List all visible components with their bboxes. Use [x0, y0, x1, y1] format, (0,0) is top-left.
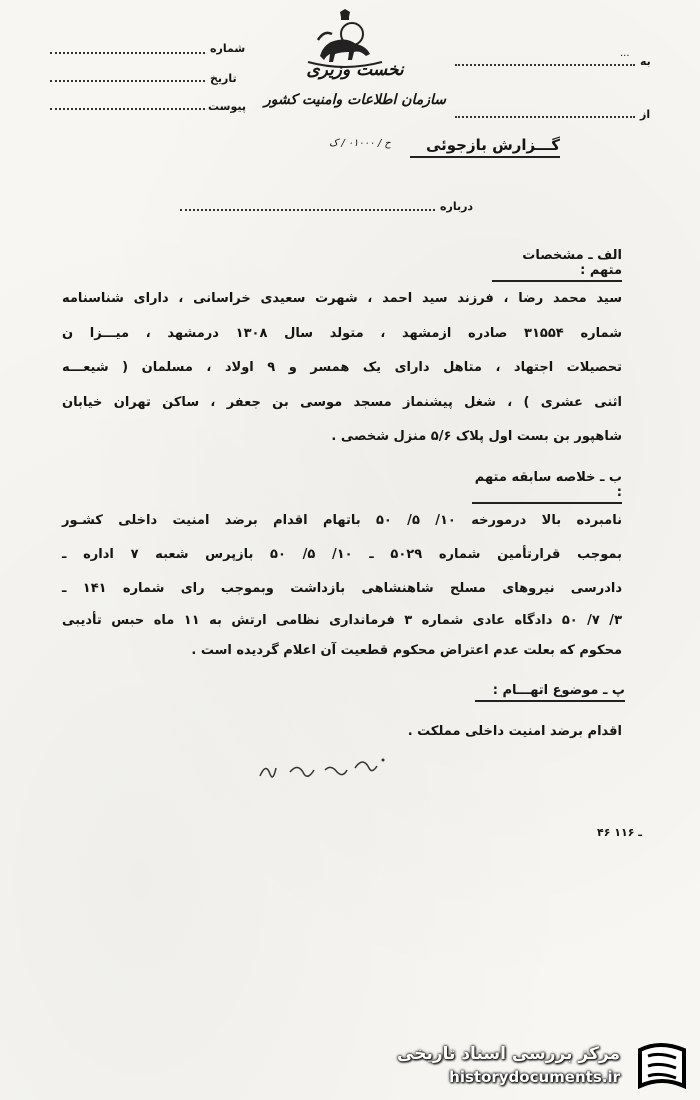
- section-a-line: تحصیلات اجتهاد ، متاهل دارای یک همسر و ۹ اولاد ، مسلمان ( شیعـــه: [62, 360, 622, 375]
- section-a-line: اثنی عشری ) ، شغل پیشنماز مسجد موسی بن جعفر ، ساکن تهران خیابان: [62, 395, 622, 410]
- section-b-heading: ب ـ خلاصه سابقه متهم :: [472, 470, 622, 504]
- from-label: از: [640, 108, 651, 121]
- top-stamp: ...: [620, 48, 630, 59]
- section-a-line: شاهپور بن بست اول پلاک ۵/۶ منزل شخصی .: [331, 429, 622, 444]
- attachment-field-line: [50, 108, 205, 110]
- section-b-line: دادرسی نیروهای مسلح شاهنشاهی بازداشت وبموجب رای شماره ۱۴۱ ـ: [62, 581, 622, 596]
- organization-name: سازمان اطلاعات وامنیت کشور: [263, 92, 447, 108]
- section-b-line: محکوم که بعلت عدم اعتراض محکوم قطعیت آن اعلام گردیده است .: [191, 643, 622, 658]
- date-field-line: [50, 80, 205, 82]
- section-b-line: نامبرده بالا درمورخه ۱۰/ ۵/ ۵۰ باتهام اقدام برضد امنیت داخلی کشـور: [62, 513, 622, 528]
- section-b-line: بموجب قرارتأمین شماره ۵۰۲۹ ـ ۱۰/ ۵/ ۵۰ بازپرس شعبه ۷ اداره ـ: [62, 547, 622, 562]
- section-a-heading: الف ـ مشخصات متهم :: [492, 248, 622, 282]
- subject-label: درباره: [440, 200, 474, 213]
- section-a-line: سید محمد رضا ، فرزند سید احمد ، شهرت سعیدی خراسانی ، دارای شناسنامه: [62, 291, 622, 306]
- ministry-name: نخست وزیری: [306, 60, 404, 80]
- from-field-line: [455, 116, 635, 118]
- attachment-label: پیوست: [208, 100, 246, 113]
- section-p-heading: پ ـ موضوع اتهـــام :: [475, 683, 625, 702]
- watermark-name: مرکز بررسی اسناد تاریخی: [397, 1044, 620, 1064]
- document-scroll-icon: [634, 1040, 690, 1092]
- number-label: شماره: [210, 42, 246, 55]
- to-label: به: [640, 55, 651, 68]
- section-p-line: اقدام برضد امنیت داخلی مملکت .: [407, 724, 622, 739]
- section-a-line: شماره ۳۱۵۵۴ صادره ازمشهد ، متولد سال ۱۳۰۸ درمشهد ، میـــزا ن: [62, 326, 622, 341]
- serial-code: ح / ۰۱۰۰۰ / ک: [329, 138, 391, 149]
- date-label: تاریخ: [210, 72, 237, 85]
- subject-field-line: [180, 209, 435, 211]
- document-number: ۴۶ ـ ۱۱۶: [597, 826, 643, 839]
- report-title: گـــزارش بازجوئی: [410, 136, 560, 158]
- section-b-line: ۳/ ۷/ ۵۰ دادگاه عادی شماره ۳ فرمانداری نظامی ارتش به ۱۱ ماه حبس تأدیبی: [62, 613, 622, 628]
- number-field-line: [50, 52, 205, 54]
- signature-icon: [250, 748, 400, 788]
- to-field-line: [455, 64, 635, 66]
- watermark-url[interactable]: historydocuments.ir: [449, 1068, 620, 1086]
